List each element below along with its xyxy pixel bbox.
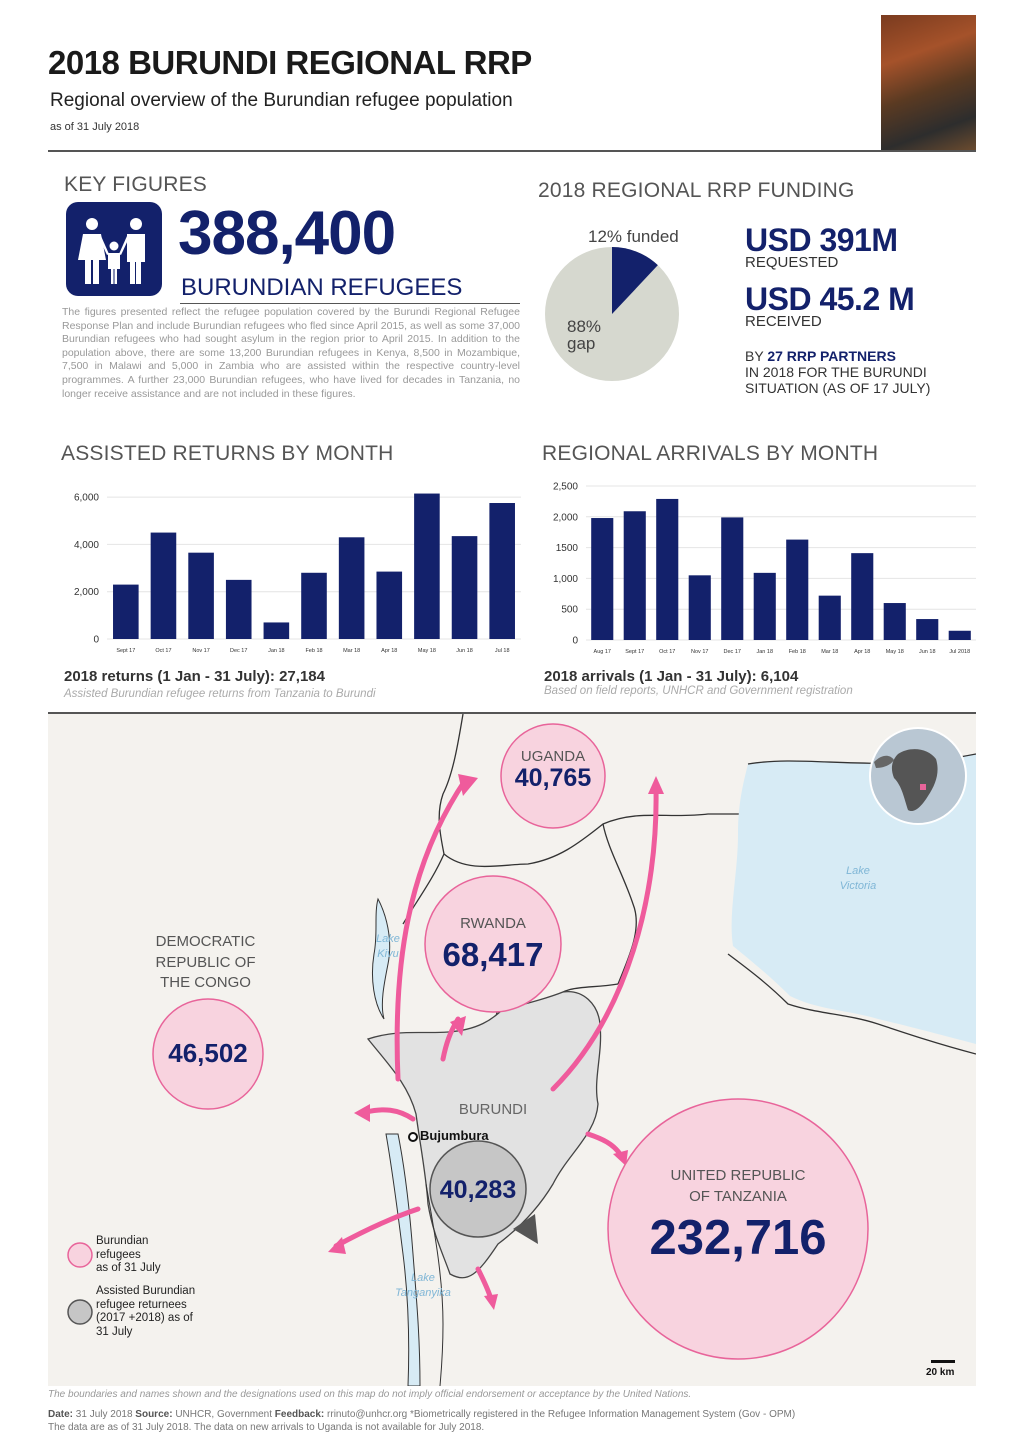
bar	[264, 622, 290, 639]
requested-label: REQUESTED	[745, 254, 839, 271]
bar	[151, 533, 177, 639]
bar	[113, 585, 139, 639]
lake-tanganyika-label-2: Tanganyika	[395, 1287, 451, 1299]
total-refugees-value: 388,400	[178, 199, 396, 268]
source-value: UNHCR, Government	[175, 1409, 273, 1420]
x-tick-label: Mar 18	[343, 648, 361, 654]
legend-returnees-label	[96, 1285, 195, 1339]
arrivals-note: Based on field reports, UNHCR and Government registration	[544, 685, 853, 697]
rwanda-name: RWANDA	[460, 915, 526, 932]
legend-returnees-line1: Assisted Burundian	[96, 1285, 196, 1297]
drc-uganda-border	[439, 714, 463, 854]
drc-name-line3: THE CONGO	[160, 974, 251, 991]
gap-label	[567, 318, 601, 352]
x-tick-label: May 18	[885, 649, 904, 655]
bar	[489, 503, 515, 639]
bar	[786, 540, 808, 640]
bar	[754, 573, 776, 640]
x-tick-label: Aug 17	[593, 649, 611, 655]
legend-refugees-line3: as of 31 July	[96, 1262, 161, 1274]
x-tick-label: Jan 18	[756, 649, 774, 655]
received-amount: USD 45.2 M	[745, 281, 915, 317]
arrow-to-drc	[366, 1110, 413, 1119]
returns-bar-chart	[55, 478, 525, 658]
partners-count: 27 RRP PARTNERS	[767, 348, 896, 364]
received-label: RECEIVED	[745, 313, 822, 330]
bar	[591, 518, 613, 640]
bar	[339, 537, 365, 639]
y-tick-label: 1,000	[552, 573, 578, 585]
tanzania-name	[648, 1166, 828, 1207]
x-tick-label: Nov 17	[691, 649, 709, 655]
legend-returnees-line3: (2017 +2018) as of	[96, 1312, 193, 1324]
x-tick-label: Jan 18	[268, 648, 285, 654]
arrow-to-tanzania	[588, 1134, 620, 1154]
arrowhead-uganda-west	[458, 774, 478, 796]
key-figures-paragraph: The figures presented reflect the refugee population covered by the Burundi Regional Refugee Response Plan and include Burundian refugees who fled since April 2015, as well as some 37,000 Burundian refugees who had sought asylum in the region prior to April 2015. In addition to the population above, there are some 13,200 Burundian refugees in Kenya, 8,500 in Mozambique, 7,500 in Malawi and 5,000 in Zambia who are assisted within the respective country-level programmes. A further 23,000 Burundian refugees, who have lived for decades in Tanzania, no longer receive assistance and are not included in these figures.	[62, 306, 520, 400]
family-icon	[66, 202, 162, 296]
tanzania-value: 232,716	[649, 1211, 827, 1265]
lake-tanganyika-label-1: Lake	[411, 1272, 435, 1284]
bar	[226, 580, 252, 639]
bar	[949, 631, 971, 640]
scale-label: 20 km	[926, 1367, 955, 1378]
key-figures-divider	[180, 303, 520, 304]
partners-prefix: BY	[745, 348, 764, 364]
partners-text	[745, 348, 975, 396]
feedback-label: Feedback:	[274, 1409, 325, 1420]
map-disclaimer: The boundaries and names shown and the designations used on this map do not imply official endorsement or acceptance by the United Nations.	[48, 1389, 692, 1400]
bujumbura-marker	[409, 1133, 417, 1141]
x-tick-label: Dec 17	[230, 648, 248, 654]
page-title: 2018 BURUNDI REGIONAL RRP	[48, 44, 532, 81]
tanzania-name-line1: UNITED REPUBLIC	[670, 1167, 806, 1184]
drc-name	[133, 932, 278, 994]
drc-value: 46,502	[168, 1038, 248, 1068]
x-tick-label: Oct 17	[659, 649, 676, 655]
x-tick-label: Feb 18	[305, 648, 323, 654]
legend-returnees-line4: 31 July	[96, 1325, 133, 1338]
y-tick-label: 2,000	[552, 512, 578, 524]
x-tick-label: Apr 18	[854, 649, 871, 655]
page-subtitle: Regional overview of the Burundian refugee population	[50, 90, 513, 111]
tanzania-name-line2: OF TANZANIA	[689, 1187, 787, 1205]
lake-tanganyika	[386, 1134, 420, 1386]
drc-name-line1: DEMOCRATIC	[155, 933, 256, 950]
drc-name-line2: REPUBLIC OF	[155, 953, 256, 971]
legend-returnees-line2: refugee returnees	[96, 1298, 187, 1311]
funded-label: 12% funded	[588, 227, 679, 246]
footer-info	[48, 1408, 976, 1434]
bar	[301, 573, 327, 639]
legend-refugees-swatch	[68, 1243, 92, 1267]
y-tick-label: 0	[572, 635, 578, 647]
arrivals-heading: REGIONAL ARRIVALS BY MONTH	[542, 442, 879, 465]
bujumbura-label: Bujumbura	[420, 1128, 489, 1143]
lake-victoria-label	[828, 864, 888, 894]
x-tick-label: Jul 2018	[949, 649, 971, 655]
bar	[721, 517, 743, 640]
regional-map	[48, 714, 976, 1386]
returns-heading: ASSISTED RETURNS BY MONTH	[61, 442, 394, 465]
feedback-value: rrinuto@unhcr.org *Biometrically registered in the Refugee Information Management System (Gov - OPM)	[327, 1409, 796, 1420]
arrowhead-south	[484, 1294, 498, 1310]
arrowhead-uganda-east	[648, 776, 664, 794]
bar	[916, 619, 938, 640]
lake-kivu-label-1: Lake	[376, 933, 400, 945]
legend-refugees-label	[96, 1235, 161, 1276]
y-tick-label: 2,000	[73, 587, 99, 599]
returns-note: Assisted Burundian refugee returns from Tanzania to Burundi	[64, 688, 376, 700]
bar	[624, 511, 646, 640]
legend-refugees-line1: Burundian	[96, 1235, 149, 1247]
burundi-name: BURUNDI	[458, 1101, 528, 1118]
bar	[884, 603, 906, 640]
arrow-south	[478, 1269, 491, 1299]
key-figures-heading: KEY FIGURES	[64, 173, 208, 196]
x-tick-label: Jun 18	[456, 648, 473, 654]
gap-percent: 88%	[567, 317, 602, 336]
rwanda-value: 68,417	[442, 936, 544, 973]
x-tick-label: May 18	[417, 648, 436, 654]
scale-bar	[931, 1360, 955, 1363]
lake-victoria-label-2: Victoria	[839, 880, 877, 892]
lake-tanganyika-label	[383, 1271, 463, 1301]
x-tick-label: Nov 17	[192, 648, 210, 654]
source-label: Source:	[135, 1409, 173, 1420]
funding-pie	[540, 244, 685, 384]
y-tick-label: 1500	[555, 543, 578, 555]
bar	[689, 575, 711, 640]
arrivals-bar-chart	[536, 478, 980, 658]
lake-victoria-label-1: Lake	[846, 865, 870, 877]
lake-kivu-label-2: Kivu	[377, 948, 399, 960]
bar	[819, 596, 841, 640]
x-tick-label: Jun 18	[918, 649, 936, 655]
gap-word: gap	[567, 334, 596, 353]
x-tick-label: Sept 17	[625, 649, 645, 655]
requested-amount: USD 391M	[745, 222, 898, 258]
as-of-date: as of 31 July 2018	[50, 121, 140, 133]
arrowhead-drc	[354, 1104, 370, 1122]
x-tick-label: Mar 18	[821, 649, 839, 655]
x-tick-label: Dec 17	[723, 649, 741, 655]
total-refugees-label: BURUNDIAN REFUGEES	[181, 274, 463, 301]
bar	[414, 494, 440, 639]
cover-photo	[881, 15, 976, 150]
x-tick-label: Oct 17	[155, 648, 172, 654]
footer-note: The data are as of 31 July 2018. The data on new arrivals to Uganda is not available for July 2018.	[48, 1422, 485, 1433]
x-tick-label: Jul 18	[494, 648, 510, 654]
y-tick-label: 4,000	[73, 539, 99, 551]
y-tick-label: 0	[93, 634, 99, 646]
bar	[452, 536, 478, 639]
returns-summary: 2018 returns (1 Jan - 31 July): 27,184	[64, 668, 325, 685]
bar	[656, 499, 678, 640]
uganda-value: 40,765	[514, 764, 592, 792]
y-tick-label: 500	[561, 604, 578, 616]
date-value: 31 July 2018	[75, 1409, 133, 1420]
burundi-returnees-value: 40,283	[439, 1176, 517, 1204]
y-tick-label: 6,000	[73, 492, 99, 504]
date-label: Date:	[48, 1409, 74, 1420]
uganda-name: UGANDA	[520, 748, 586, 765]
y-tick-label: 2,500	[552, 481, 578, 493]
globe-inset	[870, 728, 966, 824]
legend-returnees-swatch	[68, 1300, 92, 1324]
partners-suffix: IN 2018 FOR THE BURUNDI SITUATION (AS OF 17 JULY)	[745, 364, 931, 396]
x-tick-label: Feb 18	[788, 649, 806, 655]
bar	[188, 553, 214, 639]
bar	[376, 572, 402, 639]
lake-kivu-label	[368, 932, 408, 962]
bar	[851, 553, 873, 640]
arrivals-summary: 2018 arrivals (1 Jan - 31 July): 6,104	[544, 668, 799, 685]
legend-refugees-line2: refugees	[96, 1248, 141, 1261]
x-tick-label: Apr 18	[381, 648, 398, 654]
x-tick-label: Sept 17	[116, 648, 136, 654]
funding-heading: 2018 REGIONAL RRP FUNDING	[538, 179, 855, 202]
header-divider	[48, 150, 976, 152]
